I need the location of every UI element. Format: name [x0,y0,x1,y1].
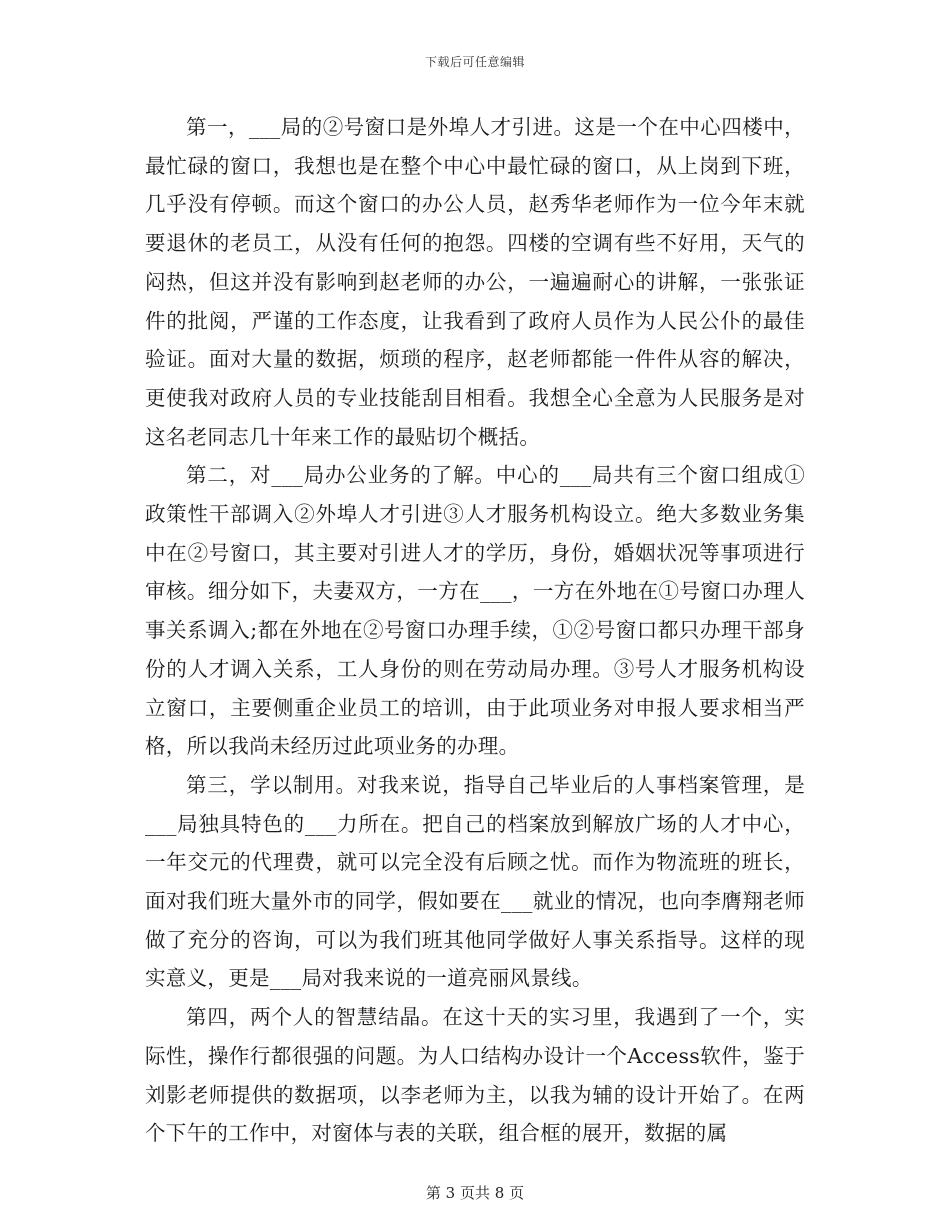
paragraph-2: 第二，对___局办公业务的了解。中心的___局共有三个窗口组成①政策性干部调入②外埠人才引进③人才服务机构设立。绝大多数业务集中在②号窗口，其主要对引进人才的学历，身份，婚姻状况等事项进行审核。细分如下，夫妻双方，一方在___，一方在外地在①号窗口办理人事关系调入;都在外地在②号窗口办理手续，①②号窗口都只办理干部身份的人才调入关系，工人身份的则在劳动局办理。③号人才服务机构设立窗口，主要侧重企业员工的培训，由于此项业务对申报人要求相当严格，所以我尚未经历过此项业务的办理。 [145,463,805,759]
page-header: 下载后可任意编辑 [424,55,525,69]
paragraph-3: 第三，学以制用。对我来说，指导自己毕业后的人事档案管理，是___局独具特色的___力所在。把自己的档案放到解放广场的人才中心，一年交元的代理费，就可以完全没有后顾之忧。而作为物流班的班长，面对我们班大量外市的同学，假如要在___就业的情况，也向李膺翔老师做了充分的咨询，可以为我们班其他同学做好人事关系指导。这样的现实意义，更是___局对我来说的一道亮丽风景线。 [145,772,805,991]
paragraph-1: 第一，___局的②号窗口是外埠人才引进。这是一个在中心四楼中，最忙碌的窗口，我想也是在整个中心中最忙碌的窗口，从上岗到下班，几乎没有停顿。而这个窗口的办公人员，赵秀华老师作为一位今年末就要退休的老员工，从没有任何的抱怨。四楼的空调有些不好用，天气的闷热，但这并没有影响到赵老师的办公，一遍遍耐心的讲解，一张张证件的批阅，严谨的工作态度，让我看到了政府人员作为人民公仆的最佳验证。面对大量的数据，烦琐的程序，赵老师都能一件件从容的解决，更使我对政府人员的专业技能刮目相看。我想全心全意为人民服务是对这名老同志几十年来工作的最贴切个概括。 [145,115,805,449]
page-footer: 第 3 页共 8 页 [425,1184,525,1202]
document-body [145,108,805,1153]
paragraph-4: 第四，两个人的智慧结晶。在这十天的实习里，我遇到了一个，实际性，操作行都很强的问题。为人口结构办设计一个Access软件，鉴于刘影老师提供的数据项，以李老师为主，以我为辅的设计开始了。在两个下午的工作中，对窗体与表的关联，组合框的展开，数据的属 [145,1005,805,1146]
